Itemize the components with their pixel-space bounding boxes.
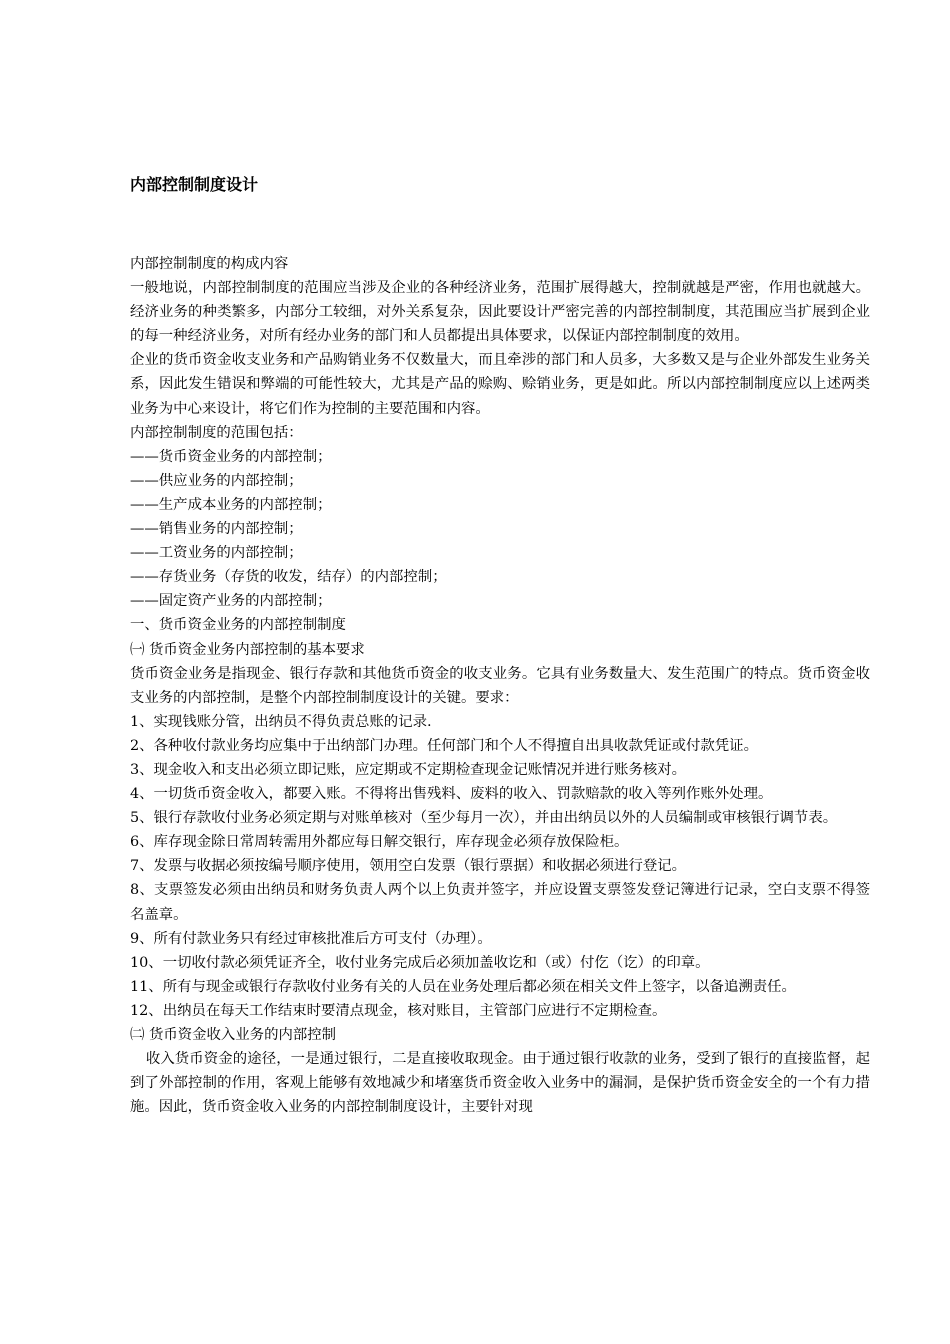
requirement-item: 10、一切收付款必须凭证齐全，收付业务完成后必须加盖收讫和（或）付仡（讫）的印章。 [130, 954, 710, 971]
requirement-item: 4、一切货币资金收入，都要入账。不得将出售残料、废料的收入、罚款赔款的收入等列作账外处理。 [130, 786, 773, 803]
document-title: 内部控制制度设计 [130, 175, 259, 194]
requirement-item: 2、各种收付款业务均应集中于出纳部门办理。任何部门和个人不得擅自出具收款凭证或付款凭证。 [130, 737, 758, 754]
subsection-heading-basic-requirements: ㈠ 货币资金业务内部控制的基本要求 [130, 641, 365, 658]
requirement-item: 3、现金收入和支出必须立即记账，应定期或不定期检查现金记账情况并进行账务核对。 [130, 761, 687, 778]
requirement-item: 6、库存现金除日常周转需用外都应每日解交银行，库存现金必须存放保险柜。 [130, 834, 629, 851]
section-heading-cash-control: 一、货币资金业务的内部控制制度 [130, 617, 346, 634]
scope-list-item: ——固定资产业务的内部控制； [130, 593, 332, 610]
scope-list-item: ——供应业务的内部控制； [130, 472, 303, 489]
paragraph-scope-focus: 企业的货币资金收支业务和产品购销业务不仅数量大，而且牵涉的部门和人员多，大多数又是与企业外部发生业务关系，因此发生错误和弊端的可能性较大，尤其是产品的赊购、赊销业务，更是如此。所以内部控制制度应以上述两类业务为中心来设计，将它们作为控制的主要范围和内容。 [130, 352, 870, 417]
paragraph-cash-definition: 货币资金业务是指现金、银行存款和其他货币资金的收支业务。它具有业务数量大、发生范围广的特点。货币资金收支业务的内部控制，是整个内部控制制度设计的关键。要求： [130, 665, 870, 706]
requirement-item: 11、所有与现金或银行存款收付业务有关的人员在业务处理后都必须在相关文件上签字，以备追溯责任。 [130, 978, 796, 995]
scope-list-item: ——销售业务的内部控制； [130, 521, 303, 538]
paragraph-cash-receipts: 收入货币资金的途径，一是通过银行，二是直接收取现金。由于通过银行收款的业务，受到了银行的直接监督，起到了外部控制的作用，客观上能够有效地减少和堵塞货币资金收入业务中的漏洞，是保护货币资金安全的一个有力措施。因此，货币资金收入业务的内部控制制度设计，主要针对现 [130, 1051, 870, 1116]
scope-list-intro: 内部控制制度的范围包括： [130, 424, 303, 441]
section-heading-composition: 内部控制制度的构成内容 [130, 256, 289, 272]
requirement-item: 7、发票与收据必须按编号顺序使用，领用空白发票（银行票据）和收据必须进行登记。 [130, 858, 687, 875]
scope-list-item: ——工资业务的内部控制； [130, 545, 303, 562]
scope-list-item: ——生产成本业务的内部控制； [130, 496, 332, 513]
requirement-item: 9、所有付款业务只有经过审核批准后方可支付（办理）。 [130, 930, 492, 947]
scope-list-item: ——货币资金业务的内部控制； [130, 448, 332, 465]
requirement-item: 1、实现钱账分管，出纳员不得负责总账的记录. [130, 713, 432, 730]
requirement-item: 5、银行存款收付业务必须定期与对账单核对（至少每月一次），并由出纳员以外的人员编制或审核银行调节表。 [130, 810, 838, 827]
requirement-item: 8、支票签发必须由出纳员和财务负责人两个以上负责并签字，并应设置支票签发登记簿进行记录，空白支票不得签名盖章。 [130, 882, 870, 923]
document-body [130, 252, 870, 1119]
scope-list-item: ——存货业务（存货的收发，结存）的内部控制； [130, 569, 447, 586]
paragraph-scope-general: 一般地说，内部控制制度的范围应当涉及企业的各种经济业务，范围扩展得越大，控制就越是严密，作用也就越大。经济业务的种类繁多，内部分工较细，对外关系复杂，因此要设计严密完善的内部控制制度，其范围应当扩展到企业的每一种经济业务，对所有经办业务的部门和人员都提出具体要求，以保证内部控制制度的效用。 [130, 280, 870, 345]
subsection-heading-cash-receipts: ㈡ 货币资金收入业务的内部控制 [130, 1027, 337, 1043]
requirement-item: 12、出纳员在每天工作结束时要清点现金，核对账目，主管部门应进行不定期检查。 [130, 1002, 667, 1019]
